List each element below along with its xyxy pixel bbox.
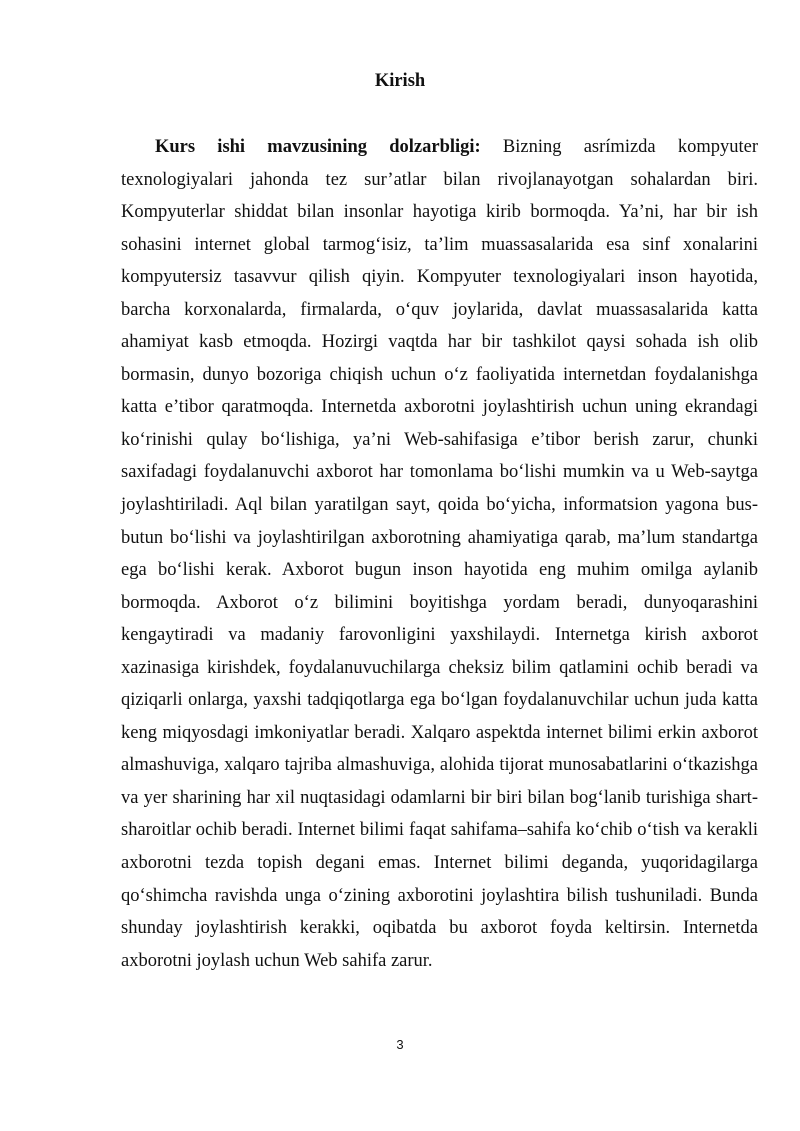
relevance-heading: Kurs ishi mavzusining dolzarbligi: [155,137,481,157]
paragraph-text: Bizning asrímizda kompyuter texnologiyalari jahonda tez sur’atlar bilan rivojlanayotgan sohalardan biri. Kompyuterlar shiddat bilan insonlar hayotiga kirib bormoqda. Ya’ni, har bir ish sohasini internet global tarmog‘isiz, ta’lim muassasalarida esa sinf xonalarini kompyutersiz tasavvur qilish qiyin. Kompyuter texnologiyalari inson hayotida, barcha korxonalarda, firmalarda, o‘quv joylarida, davlat muassasalarida katta ahamiyat kasb etmoqda. Hozirgi vaqtda har bir tashkilot qaysi sohada ish olib bormasin, dunyo bozoriga chiqish uchun o‘z faoliyatida internetdan foydalanishga katta e’tibor qaratmoqda. Internetda axborotni joylashtirish uchun uning ekrandagi ko‘rinishi qulay bo‘lishiga, ya’ni Web-sahifasiga e’tibor berish zarur, chunki saxifadagi foydalanuvchi axborot har tomonlama bo‘lishi mumkin va u Web-saytga joylashtiriladi. Aql bilan yaratilgan sayt, qoida bo‘yicha, informatsion yagona bus-butun bo‘lishi va joylashtirilgan axborotning ahamiyatiga qarab, ma’lum standartga ega bo‘lishi kerak. Axborot bugun inson hayotida eng muhim omilga aylanib bormoqda. Axborot o‘z bilimini boyitishga yordam beradi, dunyoqarashini kengaytiradi va madaniy farovonligini yaxshilaydi. Internetga kirish axborot xazinasiga kirishdek, foydalanuvuchilarga cheksiz bilim qatlamini ochib beradi va qiziqarli onlarga, yaxshi tadqiqotlarga ega bo‘lgan foydalanuvchilar uchun juda katta keng miqyosdagi imkoniyatlar beradi. Xalqaro aspektda internet bilimi erkin axborot almashuviga, xalqaro tajriba almashuviga, alohida tijorat munosabatlarini o‘tkazishga va yer sharining har xil nuqtasidagi odamlarni bir biri bilan bog‘lanib turishiga shart-sharoitlar ochib beradi. Internet bilimi faqat sahifama–sahifa ko‘chib o‘tish va kerakli axborotni tezda topish degani emas. Internet bilimi deganda, yuqoridagilarga qo‘shimcha ravishda unga o‘zining axborotini joylashtira bilish tushuniladi. Bunda shunday joylashtirish kerakki, oqibatda bu axborot foyda keltirsin. Internetda axborotni joylash uchun Web sahifa zarur. [121,137,758,971]
body-paragraph [121,131,758,977]
page-title: Kirish [374,71,426,91]
page-number: 3 [396,1037,404,1052]
